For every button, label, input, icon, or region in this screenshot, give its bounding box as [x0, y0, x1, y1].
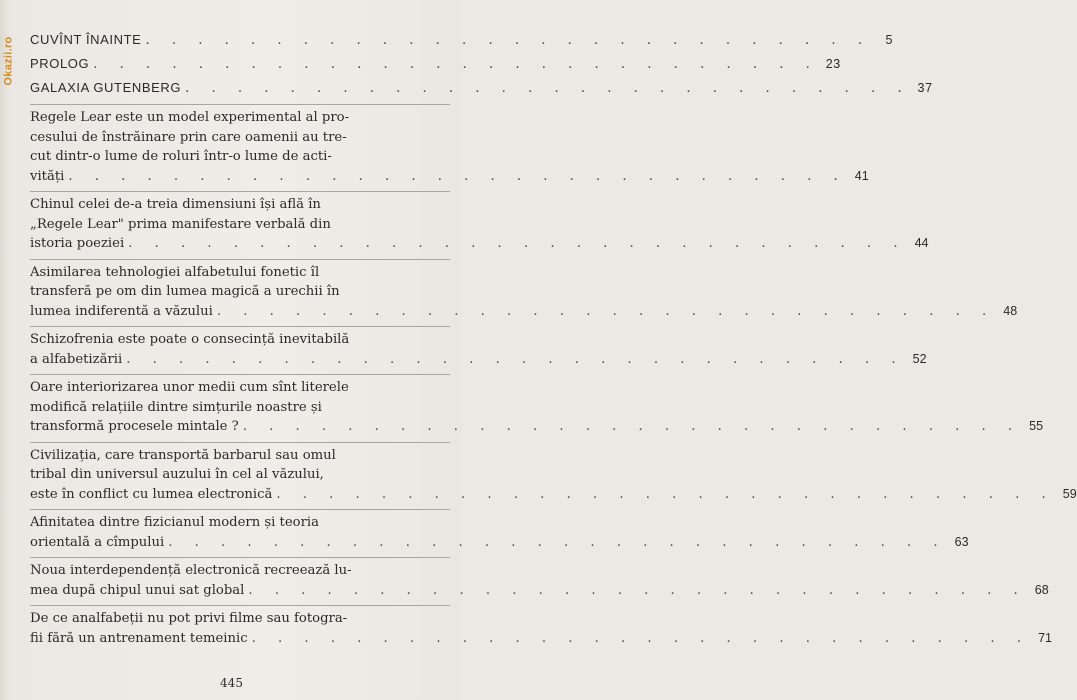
- entry-last-line: [30, 417, 1044, 437]
- leader-dots: . . . . . . . . . . . . . . . . . . . . . . . . . . . . . .: [168, 534, 947, 550]
- leader-dots: . . . . . . . . . . . . . . . . . . . . . . . . . . . .: [145, 33, 872, 48]
- entry-last-text: orientală a cîmpului: [30, 534, 165, 550]
- toc-entry: [30, 326, 927, 372]
- toc-entry: [30, 191, 929, 257]
- entry-last-text: lumea indiferentă a văzului: [30, 303, 213, 319]
- entry-last-line: [30, 302, 1018, 322]
- entry-last-line: [30, 167, 869, 187]
- entry-line: De ce analfabeții nu pot privi filme sau fotogra-: [30, 611, 348, 626]
- entry-line: cut dintr-o lume de roluri într-o lume de acti-: [30, 149, 332, 164]
- toc-entry: [30, 509, 969, 555]
- toc-heading-title: CUVÎNT ÎNAINTE: [30, 32, 142, 47]
- leader-dots: . . . . . . . . . . . . . . . . . . . . . . . . . . . . . .: [251, 630, 1030, 646]
- toc-heading: [30, 78, 933, 102]
- toc-page-number: 71: [1038, 630, 1052, 645]
- toc-page-number: 68: [1034, 582, 1049, 597]
- toc-page-number: 48: [1003, 303, 1018, 318]
- footer-page-number: 445: [220, 676, 243, 690]
- entry-line: Afinitatea dintre fizicianul modern și teoria: [30, 515, 319, 530]
- leader-dots: . . . . . . . . . . . . . . . . . . . . . . . . . . . . . .: [68, 168, 847, 184]
- toc-page-number: 23: [825, 57, 841, 71]
- entry-line: Chinul celei de-a treia dimensiuni își află în: [30, 197, 321, 212]
- leader-dots: . . . . . . . . . . . . . . . . . . . . . . . . . . . . . .: [128, 236, 907, 251]
- entry-last-text: mea după chipul unui sat global: [30, 582, 245, 598]
- toc-entry: [30, 259, 1018, 325]
- leader-dots: . . . . . . . . . . . . . . . . . . . . . . . . . . . . . .: [276, 486, 1055, 502]
- entry-line: „Regele Lear" prima manifestare verbală din: [30, 216, 331, 232]
- entry-last-text: transformă procesele mintale ?: [30, 419, 239, 434]
- entry-line: transferă pe om din lumea magică a urechii în: [30, 284, 340, 299]
- entry-line: Oare interiorizarea unor medii cum sînt literele: [30, 380, 349, 395]
- entry-last-line: [30, 533, 969, 553]
- toc-entry: [30, 605, 1052, 651]
- leader-dots: . . . . . . . . . . . . . . . . . . . . . . . . . . . . . .: [242, 419, 1022, 434]
- toc-page-number: 5: [885, 33, 894, 47]
- entry-line: Regele Lear este un model experimental al pro-: [30, 110, 350, 125]
- leader-dots: . . . . . . . . . . . . . . . . . . . . . . . . . . . .: [93, 57, 819, 72]
- toc-entry: [30, 374, 1044, 440]
- toc-entry: [30, 104, 869, 189]
- entry-line: tribal din universul auzului în cel al văzului,: [30, 467, 324, 482]
- entry-line: cesului de înstrăinare prin care oamenii au tre-: [30, 129, 347, 145]
- toc-page-number: 52: [912, 351, 927, 366]
- entry-last-line: [30, 485, 1077, 505]
- entry-last-text: fii fără un antrenament temeinic: [30, 630, 248, 646]
- entry-last-text: a alfabetizării: [30, 351, 123, 367]
- entry-line: Asimilarea tehnologiei alfabetului fonetic îl: [30, 264, 320, 280]
- leader-dots: . . . . . . . . . . . . . . . . . . . . . . . . . . . . . .: [248, 582, 1027, 598]
- toc-page-number: 41: [854, 168, 869, 183]
- entry-last-line: [30, 350, 927, 370]
- leader-dots: . . . . . . . . . . . . . . . . . . . . . . . . . . . . . .: [216, 303, 996, 319]
- toc-page-number: 55: [1029, 419, 1044, 433]
- toc-heading: [30, 30, 894, 54]
- toc-heading-title: PROLOG: [30, 56, 90, 71]
- watermark-logo: [2, 6, 16, 116]
- entry-last-line: [30, 234, 929, 254]
- page-footer: [0, 676, 463, 690]
- entry-line: Civilizația, care transportă barbarul sau omul: [30, 447, 336, 463]
- entry-last-line: [30, 629, 1052, 649]
- entry-line: Noua interdependență electronică recreează lu-: [30, 563, 352, 578]
- entry-last-line: [30, 581, 1049, 601]
- entry-line: Schizofrenia este poate o consecință inevitabilă: [30, 332, 350, 347]
- entry-line: modifică relațiile dintre simțurile noastre și: [30, 399, 322, 415]
- entry-last-text: vități: [30, 168, 65, 184]
- leader-dots: . . . . . . . . . . . . . . . . . . . . . . . . . . . . . .: [126, 351, 905, 367]
- toc-page-number: 37: [917, 81, 933, 95]
- toc-page-number: 59: [1062, 486, 1077, 501]
- watermark-text: Okazii.ro: [3, 36, 16, 86]
- table-of-contents: [30, 30, 1077, 651]
- toc-page-number: 44: [914, 236, 929, 250]
- entry-last-text: este în conflict cu lumea electronică: [30, 486, 273, 502]
- toc-heading: [30, 54, 841, 78]
- toc-heading-title: GALAXIA GUTENBERG: [30, 80, 182, 95]
- leader-dots: . . . . . . . . . . . . . . . . . . . . . . . . . . . .: [185, 81, 911, 96]
- entry-last-text: istoria poeziei: [30, 236, 125, 251]
- toc-entry: [30, 442, 1077, 508]
- toc-entry: [30, 557, 1049, 603]
- toc-page-number: 63: [954, 534, 969, 549]
